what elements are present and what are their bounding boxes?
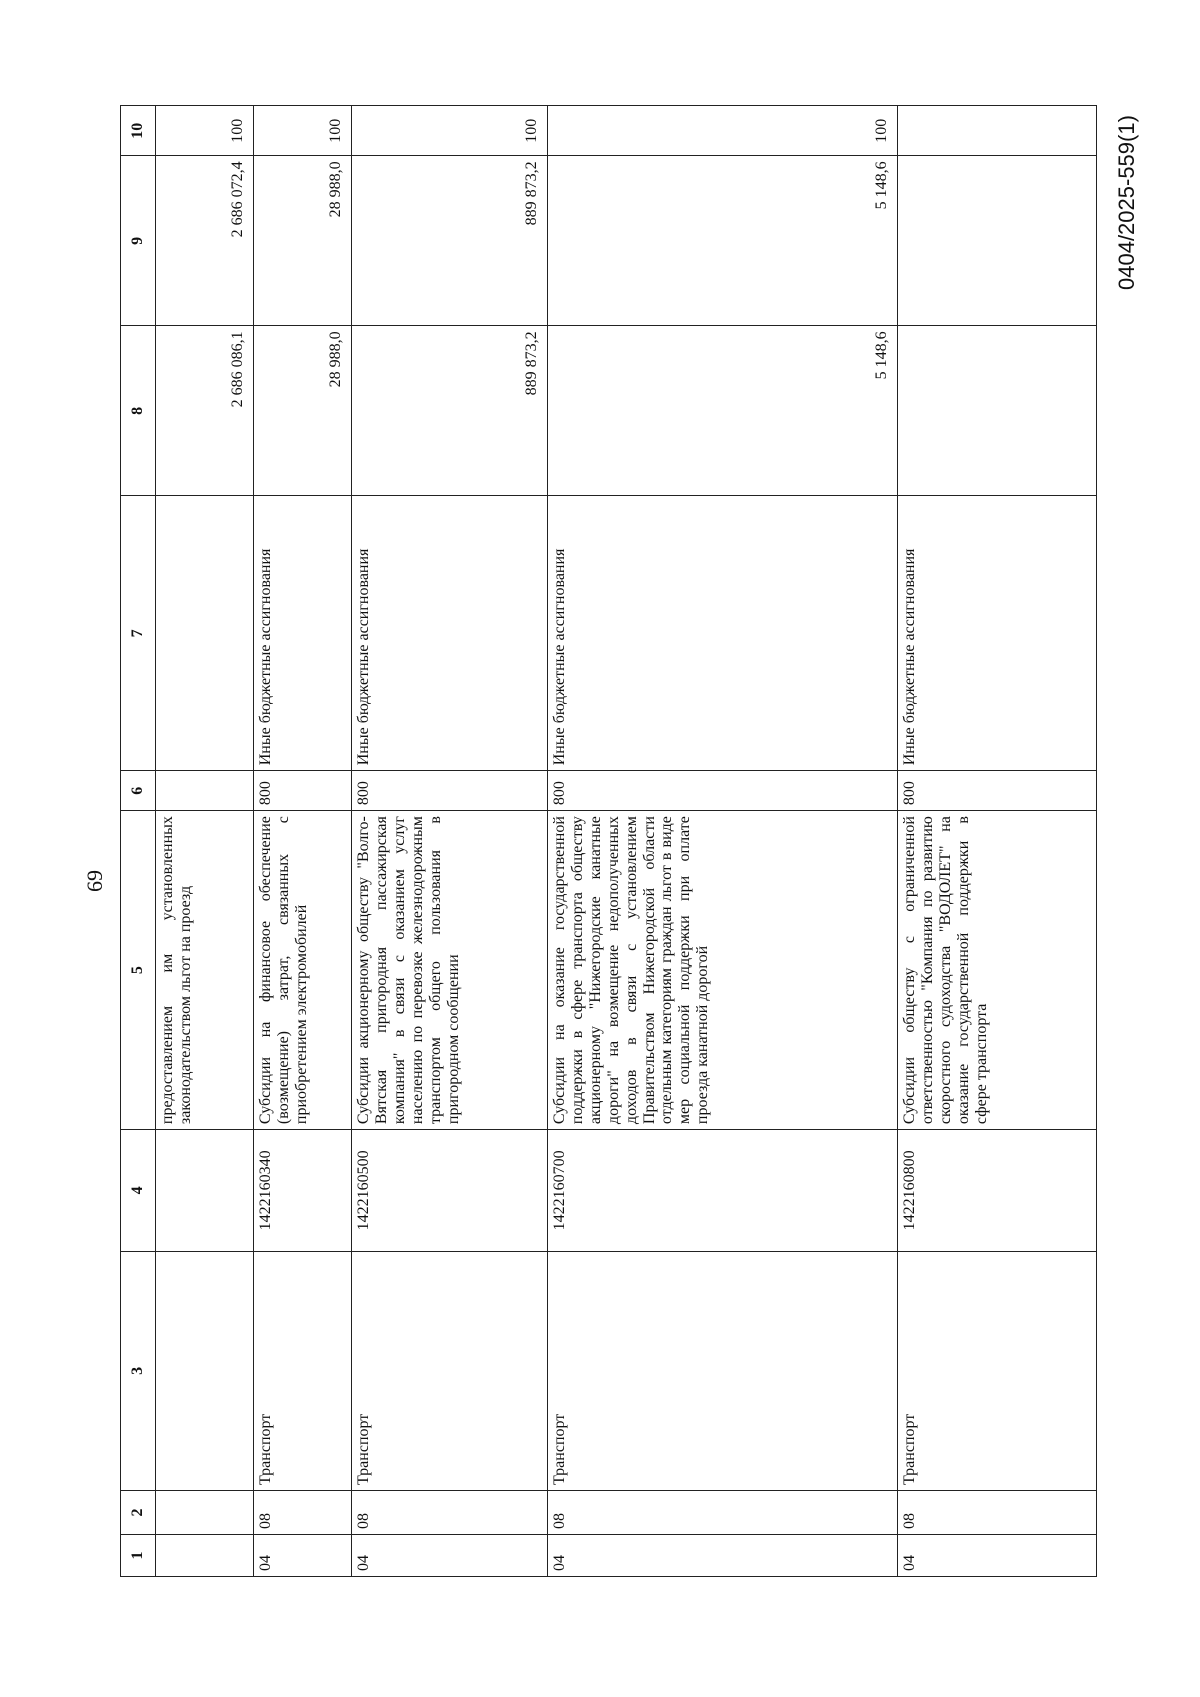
section-code: 04 — [254, 1535, 352, 1577]
target-article — [156, 1130, 254, 1252]
budget-table — [120, 105, 1097, 1577]
actual-amount: 889 873,2 — [352, 156, 548, 326]
subsection-code: 08 — [254, 1490, 352, 1534]
header-cell: 8 — [121, 326, 156, 496]
section-name: Транспорт — [898, 1251, 1097, 1490]
header-cell: 5 — [121, 811, 156, 1130]
target-article: 1422160800 — [898, 1130, 1097, 1252]
planned-amount: 2 686 086,1 — [156, 326, 254, 496]
expense-type-name: Иные бюджетные ассигнования — [548, 496, 898, 771]
table-row — [352, 106, 548, 1577]
expense-type-code: 800 — [548, 771, 898, 811]
document-code: 0404/2025-559(1) — [1114, 115, 1139, 290]
expense-type-code: 800 — [898, 771, 1097, 811]
table-header-row — [121, 106, 156, 1577]
header-cell: 7 — [121, 496, 156, 771]
subsection-code: 08 — [898, 1490, 1097, 1534]
header-cell: 1 — [121, 1535, 156, 1577]
page-number: 69 — [82, 870, 107, 892]
article-description: Субсидии обществу с ограниченной ответственностью "Компания по развитию скоростного судоходства "ВОДОЛЕТ" на оказание государственной поддержки в сфере транспорта — [898, 811, 1097, 1130]
planned-amount: 889 873,2 — [352, 326, 548, 496]
table-row — [898, 106, 1097, 1577]
header-cell: 9 — [121, 156, 156, 326]
target-article: 1422160500 — [352, 1130, 548, 1252]
execution-percent: 100 — [254, 106, 352, 156]
actual-amount: 5 148,6 — [548, 156, 898, 326]
target-article: 1422160340 — [254, 1130, 352, 1252]
subsection-code: 08 — [352, 1490, 548, 1534]
header-cell: 2 — [121, 1490, 156, 1534]
rotated-table-container — [120, 105, 1097, 1577]
section-name — [156, 1251, 254, 1490]
planned-amount: 28 988,0 — [254, 326, 352, 496]
target-article: 1422160700 — [548, 1130, 898, 1252]
execution-percent: 100 — [352, 106, 548, 156]
expense-type-code: 800 — [352, 771, 548, 811]
expense-type-name — [156, 496, 254, 771]
execution-percent: 100 — [156, 106, 254, 156]
header-cell: 6 — [121, 771, 156, 811]
table-row — [156, 106, 254, 1577]
section-name: Транспорт — [548, 1251, 898, 1490]
subsection-code: 08 — [548, 1490, 898, 1534]
header-cell: 3 — [121, 1251, 156, 1490]
section-code: 04 — [548, 1535, 898, 1577]
table-row — [254, 106, 352, 1577]
section-code: 04 — [352, 1535, 548, 1577]
expense-type-code — [156, 771, 254, 811]
actual-amount — [898, 156, 1097, 326]
article-description: Субсидии на финансовое обеспечение (возмещение) затрат, связанных с приобретением электромобилей — [254, 811, 352, 1130]
article-description: Субсидии акционерному обществу "Волго-Вятская пригородная пассажирская компания" в связи с оказанием услуг населению по перевозке железнодорожным транспортом общего пользования в пригородном сообщении — [352, 811, 548, 1130]
planned-amount — [898, 326, 1097, 496]
header-cell: 10 — [121, 106, 156, 156]
planned-amount: 5 148,6 — [548, 326, 898, 496]
subsection-code — [156, 1490, 254, 1534]
section-name: Транспорт — [254, 1251, 352, 1490]
table-row — [548, 106, 898, 1577]
article-description: Субсидии на оказание государственной поддержки в сфере транспорта обществу акционерному "Нижегородские канатные дороги" на возмещение недополученных доходов в связи с установлением Правительством Нижегородской области отдельным категориям граждан льгот в виде мер социальной поддержки при оплате проезда канатной дорогой — [548, 811, 898, 1130]
expense-type-code: 800 — [254, 771, 352, 811]
expense-type-name: Иные бюджетные ассигнования — [254, 496, 352, 771]
section-code — [156, 1535, 254, 1577]
expense-type-name: Иные бюджетные ассигнования — [352, 496, 548, 771]
execution-percent: 100 — [548, 106, 898, 156]
header-cell: 4 — [121, 1130, 156, 1252]
actual-amount: 2 686 072,4 — [156, 156, 254, 326]
actual-amount: 28 988,0 — [254, 156, 352, 326]
expense-type-name: Иные бюджетные ассигнования — [898, 496, 1097, 771]
section-name: Транспорт — [352, 1251, 548, 1490]
execution-percent — [898, 106, 1097, 156]
article-description: предоставлением им установленных законодательством льгот на проезд — [156, 811, 254, 1130]
section-code: 04 — [898, 1535, 1097, 1577]
